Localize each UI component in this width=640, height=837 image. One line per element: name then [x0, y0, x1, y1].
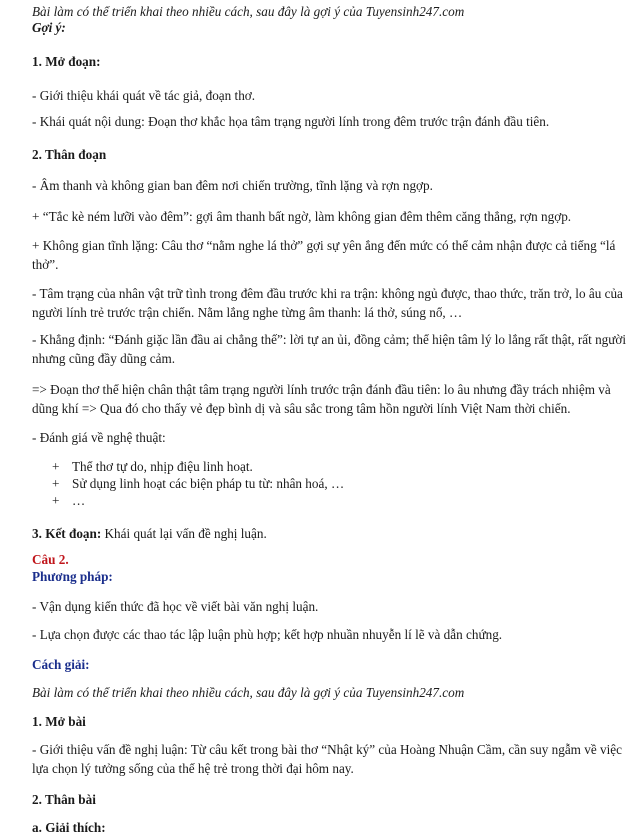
list-item [52, 492, 630, 509]
section-2-heading: 2. Thân đoạn [32, 147, 107, 162]
section-2-paragraph-2: + “Tắc kè ném lưỡi vào đêm”: gợi âm thanh bất ngờ, làm không gian đêm thêm căng thẳng, rợn ngợp. [32, 209, 572, 224]
method-paragraph-1: - Vận dụng kiến thức đã học về viết bài văn nghị luận. [32, 599, 319, 614]
section-2-paragraph-1: - Âm thanh và không gian ban đêm nơi chiến trường, tĩnh lặng và rợn ngợp. [32, 178, 433, 193]
intro-note: Bài làm có thể triển khai theo nhiều cách, sau đây là gợi ý của Tuyensinh247.com [32, 4, 465, 19]
section-2-conclusion: => Đoạn thơ thể hiện chân thật tâm trạng người lính trước trận đánh đầu tiên: lo âu nhưng đầy trách nhiệm và dũng khí => Qua đó cho thấy vẻ đẹp bình dị và sâu sắc trong tâm hồn người lính Việt Nam thời chiến. [32, 382, 611, 417]
section-3-line [32, 524, 630, 543]
method-paragraph-2: - Lựa chọn được các thao tác lập luận phù hợp; kết hợp nhuần nhuyễn lí lẽ và dẫn chứng. [32, 627, 503, 642]
section-2-paragraph-3: + Không gian tĩnh lặng: Câu thơ “nằm nghe lá thở” gợi sự yên ắng đến mức có thể cảm nhận được cả tiếng “lá thở”. [32, 238, 616, 273]
list-item-text: … [72, 493, 86, 508]
list-marker: + [52, 493, 60, 508]
solution-heading: Cách giải: [32, 657, 90, 672]
explanation-heading: a. Giải thích: [32, 820, 106, 835]
section-2-paragraph-4: - Tâm trạng của nhân vật trữ tình trong đêm đầu trước khi ra trận: không ngủ được, thao thức, trăn trở, lo âu của người lính trẻ trước trận chiến. Nằm lắng nghe từng âm thanh: lá thở, súng nổ, … [32, 286, 623, 321]
section-1-paragraph-1: - Giới thiệu khái quát về tác giả, đoạn thơ. [32, 88, 256, 103]
goi-y-heading: Gợi ý: [32, 20, 66, 35]
section-3-text: Khái quát lại vấn đề nghị luận. [101, 526, 267, 541]
body-heading: 2. Thân bài [32, 792, 96, 807]
opening-heading: 1. Mở bài [32, 714, 86, 729]
intro-note-2: Bài làm có thể triển khai theo nhiều cách, sau đây là gợi ý của Tuyensinh247.com [32, 685, 465, 700]
section-1-paragraph-2: - Khái quát nội dung: Đoạn thơ khắc họa tâm trạng người lính trong đêm trước trận đánh đầu tiên. [32, 114, 550, 129]
art-list [52, 458, 630, 509]
section-2-paragraph-5: - Khẳng định: “Đánh giặc lần đầu ai chẳng thế”: lời tự an ủi, đồng cảm; thể hiện tâm lý lo lắng rất thật, rất người nhưng cũng đầy dũng cảm. [32, 332, 627, 367]
list-marker: + [52, 459, 60, 474]
section-3-heading: 3. Kết đoạn: [32, 526, 102, 541]
list-item [52, 458, 630, 475]
opening-paragraph: - Giới thiệu vấn đề nghị luận: Từ câu kết trong bài thơ “Nhật ký” của Hoàng Nhuận Cầm, cần suy ngẫm về việc lựa chọn lý tưởng sống của thế hệ trẻ trong thời đại hôm nay. [32, 742, 622, 777]
section-1-heading: 1. Mở đoạn: [32, 54, 101, 69]
question-2-heading: Câu 2. [32, 552, 69, 567]
list-item-text: Thể thơ tự do, nhịp điệu linh hoạt. [72, 459, 253, 474]
list-marker: + [52, 476, 60, 491]
list-item-text: Sử dụng linh hoạt các biện pháp tu từ: nhân hoá, … [72, 476, 345, 491]
method-heading: Phương pháp: [32, 569, 113, 584]
art-evaluation-heading: - Đánh giá về nghệ thuật: [32, 430, 166, 445]
list-item [52, 475, 630, 492]
